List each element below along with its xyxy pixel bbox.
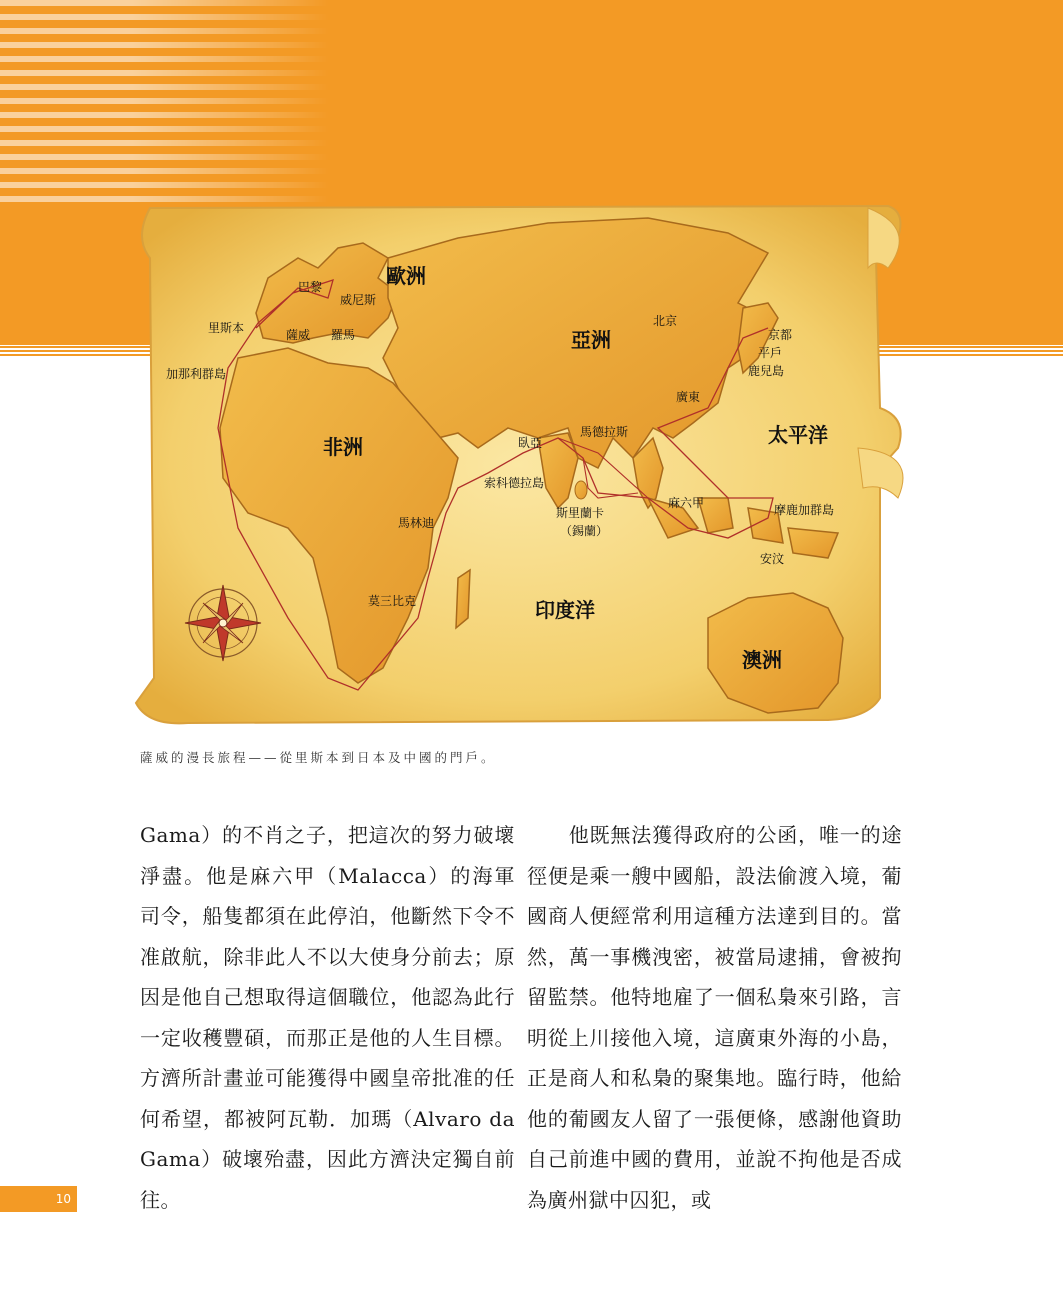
header-stripes	[0, 0, 330, 210]
label-africa: 非洲	[323, 435, 363, 459]
body-column-right	[527, 815, 902, 1220]
label-canton: 廣東	[676, 390, 701, 404]
label-malindi: 馬林迪	[398, 516, 435, 530]
label-ambon: 安汶	[760, 552, 785, 566]
body-column-left	[140, 815, 515, 1220]
label-hirado: 平戶	[758, 346, 783, 360]
label-lisbon: 里斯本	[208, 321, 245, 335]
label-sassetti: 薩威	[286, 328, 311, 342]
route-map	[128, 198, 908, 738]
label-moluccas: 摩鹿加群島	[774, 503, 835, 517]
label-venice: 威尼斯	[340, 293, 377, 307]
body-text-left: Gama）的不肖之子，把這次的努力破壞淨盡。他是麻六甲（Malacca）的海軍司令，船隻都須在此停泊，他斷然下令不准啟航，除非此人不以大使身分前去；原因是他自己想取得這個職位，他認為此行一定收穫豐碩，而那正是他的人生目標。方濟所計畫並可能獲得中國皇帝批准的任何希望，都被阿瓦勒．加瑪（Alvaro da Gama）破壞殆盡，因此方濟決定獨自前往。	[140, 823, 515, 1212]
label-pacific: 太平洋	[768, 423, 828, 447]
label-rome: 羅馬	[331, 328, 356, 342]
label-socotra: 索科德拉島	[484, 476, 545, 490]
label-europe: 歐洲	[386, 264, 426, 288]
label-kyoto: 京都	[768, 328, 793, 342]
map-illustration	[128, 198, 908, 738]
label-ceylon: （錫蘭）	[560, 524, 609, 538]
label-srilanka: 斯里蘭卡	[556, 506, 605, 520]
label-canary: 加那利群島	[166, 367, 227, 381]
page-number: 10	[0, 1186, 77, 1212]
label-malacca: 麻六甲	[668, 496, 705, 510]
label-goa: 臥亞	[518, 436, 543, 450]
label-beijing: 北京	[653, 314, 678, 328]
body-text-right: 他既無法獲得政府的公函，唯一的途徑便是乘一艘中國船，設法偷渡入境，葡國商人便經常利用這種方法達到目的。當然，萬一事機洩密，被當局逮捕，會被拘留監禁。他特地雇了一個私梟來引路，言明從上川接他入境，這廣東外海的小島，正是商人和私梟的聚集地。臨行時，他給他的葡國友人留了一張便條，感謝他資助自己前進中國的費用，並說不拘他是否成為廣州獄中囚犯，或	[527, 823, 902, 1212]
label-asia: 亞洲	[571, 328, 611, 352]
label-mozambique: 莫三比克	[368, 594, 417, 608]
label-paris: 巴黎	[298, 280, 323, 294]
label-indian-ocean: 印度洋	[535, 598, 595, 622]
label-madras: 馬德拉斯	[580, 425, 629, 439]
label-kagoshima: 鹿兒島	[748, 364, 785, 378]
map-caption: 薩威的漫長旅程——從里斯本到日本及中國的門戶。	[140, 750, 497, 765]
label-australia: 澳洲	[742, 648, 782, 672]
